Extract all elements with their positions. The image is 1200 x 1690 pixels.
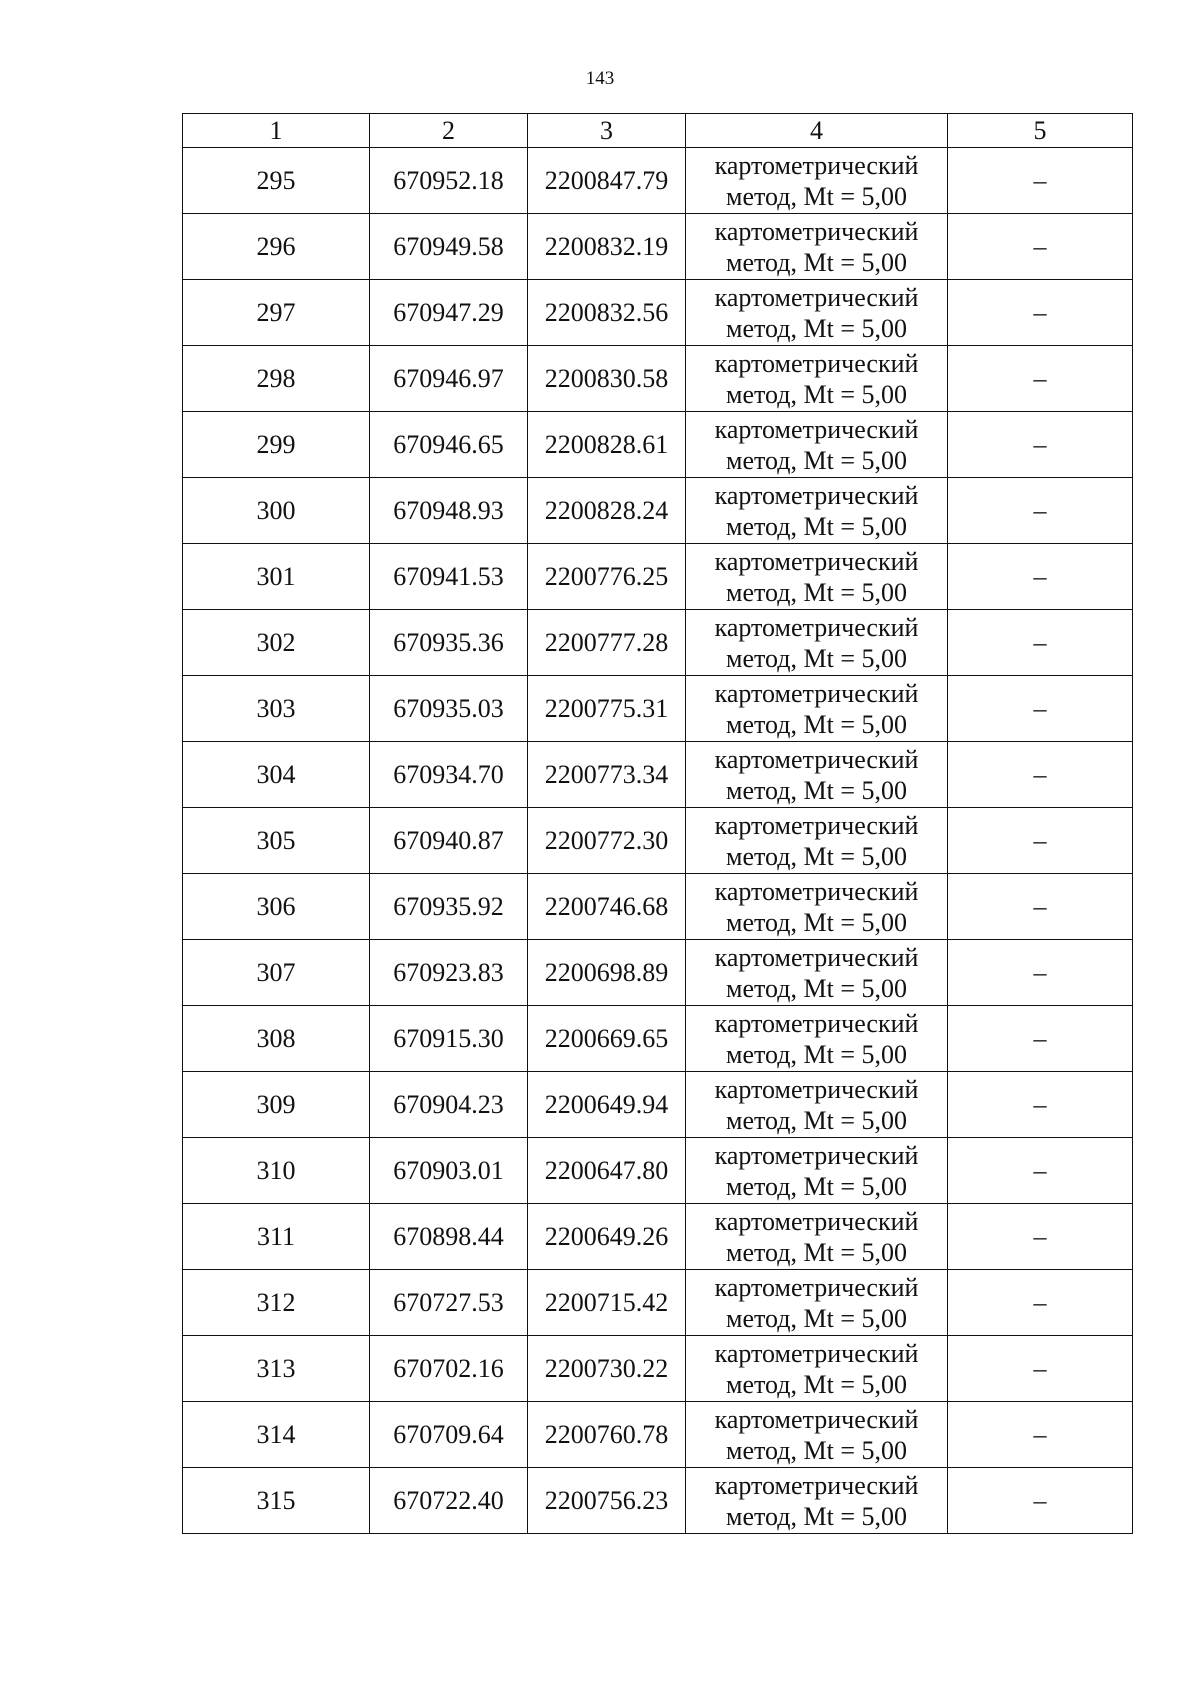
point-number-cell: 304: [183, 742, 370, 808]
method-cell: [686, 214, 948, 280]
x-coordinate-cell: 670702.16: [370, 1336, 528, 1402]
point-number-cell: 295: [183, 148, 370, 214]
method-cell: [686, 346, 948, 412]
table-body: [183, 148, 1133, 1534]
table-row: [183, 610, 1133, 676]
method-line-2: метод, Mt = 5,00: [726, 1369, 907, 1399]
x-coordinate-cell: 670915.30: [370, 1006, 528, 1072]
method-line-1: картометрический: [714, 1008, 919, 1038]
note-cell: –: [948, 1204, 1133, 1270]
header-cell-2: 2: [370, 114, 528, 148]
method-line-1: картометрический: [714, 1140, 919, 1170]
x-coordinate-cell: 670935.92: [370, 874, 528, 940]
note-cell: –: [948, 1402, 1133, 1468]
method-line-2: метод, Mt = 5,00: [726, 577, 907, 607]
table-row: [183, 412, 1133, 478]
method-cell: [686, 1336, 948, 1402]
point-number-cell: 309: [183, 1072, 370, 1138]
method-line-2: метод, Mt = 5,00: [726, 181, 907, 211]
y-coordinate-cell: 2200746.68: [528, 874, 686, 940]
y-coordinate-cell: 2200832.19: [528, 214, 686, 280]
y-coordinate-cell: 2200669.65: [528, 1006, 686, 1072]
table-row: [183, 940, 1133, 1006]
note-cell: –: [948, 874, 1133, 940]
method-cell: [686, 1072, 948, 1138]
table-row: [183, 478, 1133, 544]
x-coordinate-cell: 670947.29: [370, 280, 528, 346]
method-line-2: метод, Mt = 5,00: [726, 775, 907, 805]
note-cell: –: [948, 1468, 1133, 1534]
method-cell: [686, 1006, 948, 1072]
point-number-cell: 305: [183, 808, 370, 874]
y-coordinate-cell: 2200760.78: [528, 1402, 686, 1468]
table-row: [183, 874, 1133, 940]
note-cell: –: [948, 544, 1133, 610]
method-line-2: метод, Mt = 5,00: [726, 1237, 907, 1267]
method-line-1: картометрический: [714, 1206, 919, 1236]
y-coordinate-cell: 2200730.22: [528, 1336, 686, 1402]
method-line-1: картометрический: [714, 546, 919, 576]
point-number-cell: 307: [183, 940, 370, 1006]
method-line-2: метод, Mt = 5,00: [726, 1303, 907, 1333]
x-coordinate-cell: 670948.93: [370, 478, 528, 544]
method-line-2: метод, Mt = 5,00: [726, 313, 907, 343]
point-number-cell: 310: [183, 1138, 370, 1204]
method-cell: [686, 1468, 948, 1534]
method-cell: [686, 1138, 948, 1204]
point-number-cell: 308: [183, 1006, 370, 1072]
method-line-1: картометрический: [714, 1470, 919, 1500]
y-coordinate-cell: 2200698.89: [528, 940, 686, 1006]
table-row: [183, 1402, 1133, 1468]
header-cell-1: 1: [183, 114, 370, 148]
method-line-2: метод, Mt = 5,00: [726, 379, 907, 409]
x-coordinate-cell: 670898.44: [370, 1204, 528, 1270]
method-line-2: метод, Mt = 5,00: [726, 1105, 907, 1135]
point-number-cell: 300: [183, 478, 370, 544]
table-row: [183, 1336, 1133, 1402]
x-coordinate-cell: 670940.87: [370, 808, 528, 874]
y-coordinate-cell: 2200828.24: [528, 478, 686, 544]
method-cell: [686, 544, 948, 610]
y-coordinate-cell: 2200828.61: [528, 412, 686, 478]
note-cell: –: [948, 1138, 1133, 1204]
method-line-2: метод, Mt = 5,00: [726, 709, 907, 739]
method-line-1: картометрический: [714, 810, 919, 840]
y-coordinate-cell: 2200832.56: [528, 280, 686, 346]
method-line-2: метод, Mt = 5,00: [726, 1039, 907, 1069]
x-coordinate-cell: 670952.18: [370, 148, 528, 214]
note-cell: –: [948, 1072, 1133, 1138]
header-cell-3: 3: [528, 114, 686, 148]
y-coordinate-cell: 2200773.34: [528, 742, 686, 808]
method-cell: [686, 874, 948, 940]
point-number-cell: 301: [183, 544, 370, 610]
x-coordinate-cell: 670904.23: [370, 1072, 528, 1138]
method-line-2: метод, Mt = 5,00: [726, 1435, 907, 1465]
method-line-1: картометрический: [714, 1404, 919, 1434]
table-row: [183, 1204, 1133, 1270]
point-number-cell: 314: [183, 1402, 370, 1468]
point-number-cell: 306: [183, 874, 370, 940]
point-number-cell: 315: [183, 1468, 370, 1534]
note-cell: –: [948, 676, 1133, 742]
point-number-cell: 298: [183, 346, 370, 412]
table-row: [183, 1072, 1133, 1138]
x-coordinate-cell: 670949.58: [370, 214, 528, 280]
note-cell: –: [948, 478, 1133, 544]
method-line-2: метод, Mt = 5,00: [726, 511, 907, 541]
point-number-cell: 313: [183, 1336, 370, 1402]
method-line-2: метод, Mt = 5,00: [726, 907, 907, 937]
method-line-1: картометрический: [714, 942, 919, 972]
method-cell: [686, 742, 948, 808]
point-number-cell: 311: [183, 1204, 370, 1270]
x-coordinate-cell: 670903.01: [370, 1138, 528, 1204]
method-line-2: метод, Mt = 5,00: [726, 247, 907, 277]
method-cell: [686, 610, 948, 676]
method-line-1: картометрический: [714, 1074, 919, 1104]
note-cell: –: [948, 412, 1133, 478]
method-line-2: метод, Mt = 5,00: [726, 973, 907, 1003]
table-row: [183, 544, 1133, 610]
note-cell: –: [948, 280, 1133, 346]
y-coordinate-cell: 2200830.58: [528, 346, 686, 412]
table-row: [183, 280, 1133, 346]
note-cell: –: [948, 742, 1133, 808]
note-cell: –: [948, 808, 1133, 874]
method-cell: [686, 940, 948, 1006]
table-row: [183, 1006, 1133, 1072]
method-cell: [686, 676, 948, 742]
method-cell: [686, 412, 948, 478]
note-cell: –: [948, 1006, 1133, 1072]
coordinates-table: [182, 113, 1133, 1534]
method-line-1: картометрический: [714, 1272, 919, 1302]
header-cell-4: 4: [686, 114, 948, 148]
point-number-cell: 297: [183, 280, 370, 346]
x-coordinate-cell: 670722.40: [370, 1468, 528, 1534]
method-line-1: картометрический: [714, 678, 919, 708]
method-line-1: картометрический: [714, 348, 919, 378]
y-coordinate-cell: 2200756.23: [528, 1468, 686, 1534]
x-coordinate-cell: 670934.70: [370, 742, 528, 808]
point-number-cell: 303: [183, 676, 370, 742]
header-cell-5: 5: [948, 114, 1133, 148]
point-number-cell: 312: [183, 1270, 370, 1336]
y-coordinate-cell: 2200776.25: [528, 544, 686, 610]
y-coordinate-cell: 2200649.94: [528, 1072, 686, 1138]
table-row: [183, 148, 1133, 214]
method-cell: [686, 808, 948, 874]
method-line-2: метод, Mt = 5,00: [726, 445, 907, 475]
method-line-1: картометрический: [714, 1338, 919, 1368]
method-cell: [686, 478, 948, 544]
y-coordinate-cell: 2200715.42: [528, 1270, 686, 1336]
point-number-cell: 296: [183, 214, 370, 280]
method-line-1: картометрический: [714, 612, 919, 642]
x-coordinate-cell: 670709.64: [370, 1402, 528, 1468]
note-cell: –: [948, 346, 1133, 412]
table-row: [183, 742, 1133, 808]
table-row: [183, 214, 1133, 280]
table-header: [183, 114, 1133, 148]
method-line-1: картометрический: [714, 150, 919, 180]
table-row: [183, 808, 1133, 874]
method-cell: [686, 1402, 948, 1468]
x-coordinate-cell: 670935.03: [370, 676, 528, 742]
x-coordinate-cell: 670941.53: [370, 544, 528, 610]
note-cell: –: [948, 1270, 1133, 1336]
note-cell: –: [948, 940, 1133, 1006]
x-coordinate-cell: 670946.97: [370, 346, 528, 412]
method-cell: [686, 1270, 948, 1336]
note-cell: –: [948, 610, 1133, 676]
note-cell: –: [948, 1336, 1133, 1402]
method-line-2: метод, Mt = 5,00: [726, 1171, 907, 1201]
table-row: [183, 346, 1133, 412]
x-coordinate-cell: 670727.53: [370, 1270, 528, 1336]
method-line-2: метод, Mt = 5,00: [726, 841, 907, 871]
y-coordinate-cell: 2200772.30: [528, 808, 686, 874]
page-number: 143: [585, 68, 615, 89]
method-line-1: картометрический: [714, 744, 919, 774]
point-number-cell: 299: [183, 412, 370, 478]
y-coordinate-cell: 2200775.31: [528, 676, 686, 742]
x-coordinate-cell: 670946.65: [370, 412, 528, 478]
x-coordinate-cell: 670935.36: [370, 610, 528, 676]
table-row: [183, 1468, 1133, 1534]
table-row: [183, 676, 1133, 742]
method-cell: [686, 280, 948, 346]
method-line-1: картометрический: [714, 414, 919, 444]
method-line-1: картометрический: [714, 216, 919, 246]
note-cell: –: [948, 214, 1133, 280]
method-cell: [686, 1204, 948, 1270]
y-coordinate-cell: 2200847.79: [528, 148, 686, 214]
method-line-1: картометрический: [714, 876, 919, 906]
y-coordinate-cell: 2200647.80: [528, 1138, 686, 1204]
method-line-2: метод, Mt = 5,00: [726, 643, 907, 673]
note-cell: –: [948, 148, 1133, 214]
y-coordinate-cell: 2200777.28: [528, 610, 686, 676]
table-row: [183, 1138, 1133, 1204]
point-number-cell: 302: [183, 610, 370, 676]
table-row: [183, 1270, 1133, 1336]
method-line-1: картометрический: [714, 480, 919, 510]
header-row: [183, 114, 1133, 148]
x-coordinate-cell: 670923.83: [370, 940, 528, 1006]
method-line-1: картометрический: [714, 282, 919, 312]
y-coordinate-cell: 2200649.26: [528, 1204, 686, 1270]
method-line-2: метод, Mt = 5,00: [726, 1501, 907, 1531]
method-cell: [686, 148, 948, 214]
